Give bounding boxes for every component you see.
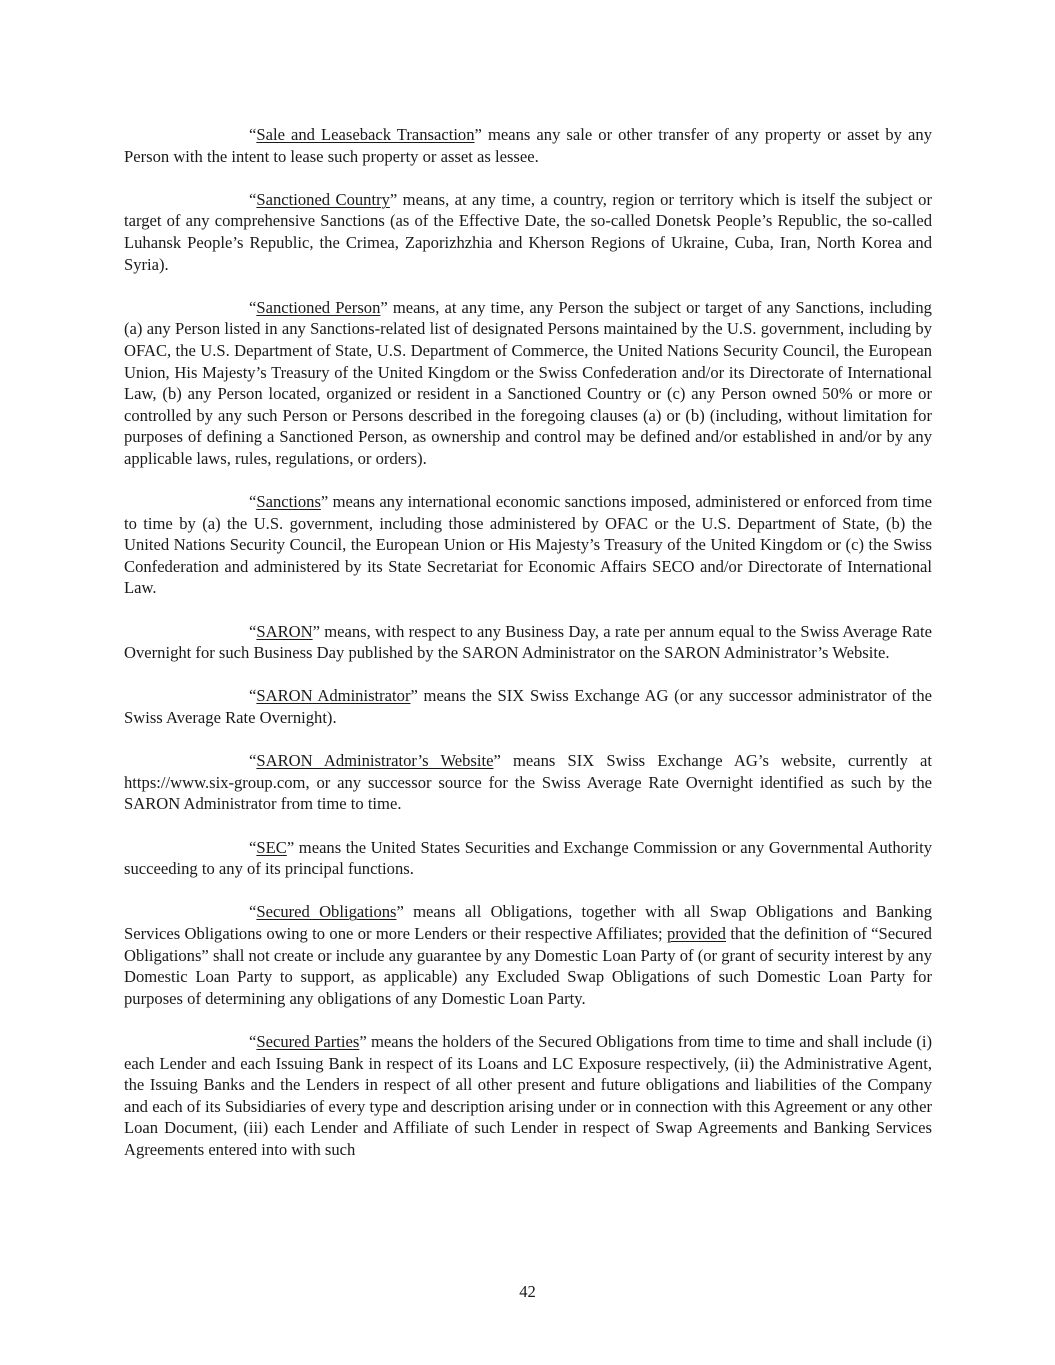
definition-paragraph	[124, 189, 932, 275]
definition-text: means, at any time, a country, region or territory which is itself the subject or target of any comprehensive Sanctions (as of the Effective Date, the so-called Donetsk People’s Republic, the so-called Luhansk People’s Republic, the Crimea, Zaporizhzhia and Kherson Regions of Ukraine, Cuba, Iran, North Korea and Syria).	[124, 189, 932, 274]
close-quote: ”	[474, 125, 482, 144]
defined-term: Sale and Leaseback Transaction	[256, 125, 475, 144]
open-quote: “	[249, 1031, 257, 1051]
defined-term: SARON	[256, 621, 313, 641]
definition-paragraph	[124, 297, 932, 470]
defined-term: Sanctioned Country	[256, 189, 390, 209]
open-quote: “	[249, 297, 257, 317]
defined-term: Secured Parties	[256, 1031, 360, 1051]
definition-text: means any international economic sanctions imposed, administered or enforced from time to time by (a) the U.S. government, including those administered by OFAC or the U.S. Department of State, (b) the United Nations Security Council, the European Union or His Majesty’s Treasury of the United Kingdom or (c) the Swiss Confederation and administered by its State Secretariat for Economic Affairs SECO and/or Directorate of International Law.	[124, 492, 932, 598]
definition-text: means the United States Securities and Exchange Commission or any Governmental Authority succeeding to any of its principal functions.	[124, 837, 932, 879]
definition-paragraph	[124, 750, 932, 815]
open-quote: “	[249, 621, 257, 641]
definition-text: means, with respect to any Business Day, a rate per annum equal to the Swiss Average Rate Overnight for such Business Day published by the SARON Administrator on the SARON Administrator’s Website.	[124, 621, 932, 663]
definition-paragraph	[124, 685, 932, 728]
definition-paragraph	[124, 621, 932, 664]
close-quote: ”	[389, 189, 398, 209]
definition-text: means any sale or other transfer of any property or asset by any Person with the intent to lease such property or asset as lessee.	[124, 125, 932, 166]
open-quote: “	[249, 686, 257, 706]
defined-term: Sanctions	[256, 492, 321, 512]
definition-paragraph	[124, 901, 932, 1009]
close-quote: ”	[312, 621, 320, 641]
definition-text: means all Obligations, together with all Swap Obligations and Banking Services Obligations owing to one or more Lenders or their respective Affiliates;	[124, 902, 932, 943]
proviso-term: provided	[666, 923, 726, 943]
close-quote: ”	[359, 1031, 367, 1051]
close-quote: ”	[396, 902, 404, 922]
page-number: 42	[519, 1282, 536, 1301]
definition-paragraph	[124, 491, 932, 599]
defined-term: SARON Administrator	[256, 686, 411, 706]
defined-term: SARON Administrator’s Website	[256, 751, 494, 771]
definition-paragraph	[124, 837, 932, 880]
open-quote: “	[249, 125, 257, 144]
definition-text-continued: that the definition of “Secured Obligations” shall not create or include any guarantee by any Domestic Loan Party of (or grant of security interest by any Domestic Loan Party to support, as applicable) any Excluded Swap Obligations of such Domestic Loan Party for purposes of determining any obligations of any Domestic Loan Party.	[124, 923, 932, 1008]
open-quote: “	[249, 492, 257, 512]
defined-term: SEC	[256, 837, 287, 857]
close-quote: ”	[410, 686, 418, 706]
defined-term: Sanctioned Person	[256, 297, 381, 317]
close-quote: ”	[320, 492, 329, 512]
definition-text: means SIX Swiss Exchange AG’s website, currently at https://www.six-group.com, or any successor source for the Swiss Average Rate Overnight identified as such by the SARON Administrator from time to time.	[124, 751, 932, 814]
definitions-body	[124, 124, 932, 1182]
definition-paragraph	[124, 124, 932, 167]
definition-text: means the SIX Swiss Exchange AG (or any successor administrator of the Swiss Average Rate Overnight).	[124, 686, 932, 728]
open-quote: “	[249, 189, 257, 209]
open-quote: “	[249, 751, 257, 771]
definition-text: means the holders of the Secured Obligations from time to time and shall include (i) each Lender and each Issuing Bank in respect of its Loans and LC Exposure respectively, (ii) the Administrative Agent, the Issuing Banks and the Lenders in respect of all other present and future obligations and liabilities of the Company and each of its Subsidiaries of every type and description arising under or in connection with this Agreement or any other Loan Document, (iii) each Lender and Affiliate of such Lender in respect of Swap Agreements and Banking Services Agreements entered into with such	[124, 1031, 932, 1159]
close-quote: ”	[286, 837, 295, 857]
close-quote: ”	[380, 297, 388, 317]
close-quote: ”	[493, 751, 501, 771]
defined-term: Secured Obligations	[256, 902, 397, 922]
open-quote: “	[249, 902, 257, 922]
open-quote: “	[249, 837, 257, 857]
definition-paragraph	[124, 1031, 932, 1161]
definition-text: means, at any time, any Person the subject or target of any Sanctions, including (a) any Person listed in any Sanctions-related list of designated Persons maintained by the U.S. government, including by OFAC, the U.S. Department of State, U.S. Department of Commerce, the United Nations Security Council, the European Union, His Majesty’s Treasury of the United Kingdom or the Swiss Confederation and/or its Directorate of International Law, (b) any Person located, organized or resident in a Sanctioned Country or (c) any Person owned 50% or more or controlled by any such Person or Persons described in the foregoing clauses (a) or (b) (including, without limitation for purposes of defining a Sanctioned Person, as ownership and control may be defined and/or established in and/or by any applicable laws, rules, regulations, or orders).	[124, 297, 932, 468]
